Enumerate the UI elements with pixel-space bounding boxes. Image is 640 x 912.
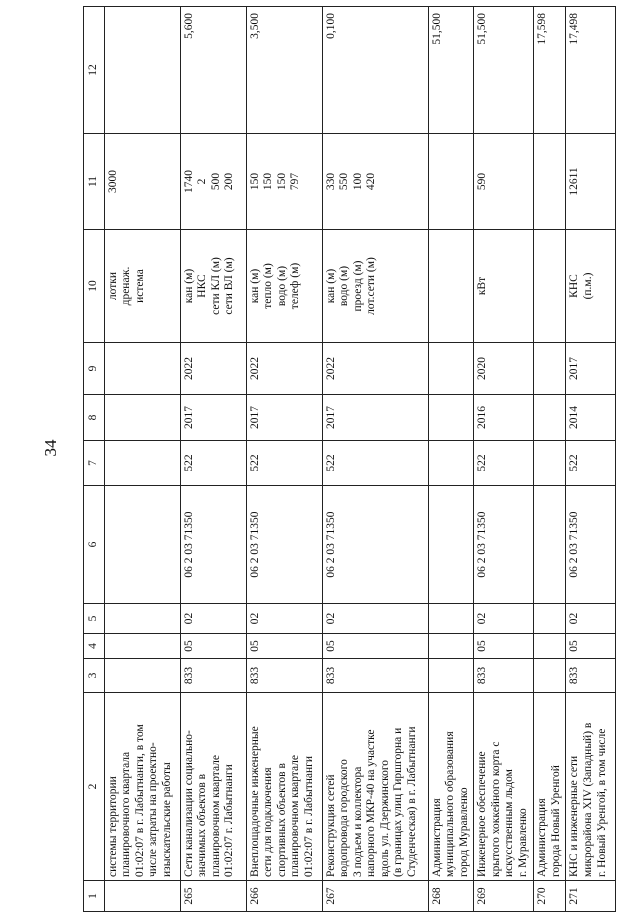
cell-c12: 51,500: [428, 7, 474, 134]
cell-c10: КНС (п.м.): [566, 230, 616, 343]
cell-c7: 522: [566, 441, 616, 486]
cell-c12: 3,500: [246, 7, 322, 134]
row-number: 269: [474, 881, 534, 912]
cell-c3: 833: [566, 659, 616, 693]
cell-c8: 2014: [566, 395, 616, 441]
cell-c7: [428, 441, 474, 486]
cell-c4: 05: [246, 634, 322, 659]
column-header: 10: [84, 230, 105, 343]
cell-c10: кВт: [474, 230, 534, 343]
cell-c8: [428, 395, 474, 441]
cell-c7: 522: [474, 441, 534, 486]
cell-c3: 833: [180, 659, 246, 693]
column-number-row: [84, 7, 105, 912]
cell-c7: [534, 441, 566, 486]
cell-c7: 522: [246, 441, 322, 486]
row-number: 268: [428, 881, 474, 912]
column-header: 5: [84, 604, 105, 634]
table-body: [104, 7, 616, 912]
cell-c5: 02: [246, 604, 322, 634]
cell-c10: кан (м) водо (м) проезд (м) лот.сети (м): [322, 230, 428, 343]
cell-c11: 1740 2 500 200: [180, 134, 246, 230]
cell-c8: 2017: [322, 395, 428, 441]
cell-c4: [534, 634, 566, 659]
table-row: [104, 7, 180, 912]
row-number: 265: [180, 881, 246, 912]
column-header: 11: [84, 134, 105, 230]
cell-c3: 833: [322, 659, 428, 693]
document-table-page: [83, 7, 608, 912]
cell-c6: 06 2 03 71350: [246, 486, 322, 604]
cell-c7: 522: [180, 441, 246, 486]
cell-c11: [534, 134, 566, 230]
cell-c9: [104, 343, 180, 395]
table-row: [322, 7, 428, 912]
cell-c12: [104, 7, 180, 134]
cell-c11: 330 550 100 420: [322, 134, 428, 230]
cell-c6: 06 2 03 71350: [474, 486, 534, 604]
cell-c4: 05: [474, 634, 534, 659]
cell-c5: [104, 604, 180, 634]
cell-c3: [534, 659, 566, 693]
table-row: [534, 7, 566, 912]
cell-c11: 3000: [104, 134, 180, 230]
row-number: 271: [566, 881, 616, 912]
cell-c4: 05: [180, 634, 246, 659]
cell-c3: [104, 659, 180, 693]
cell-c11: [428, 134, 474, 230]
column-header: 12: [84, 7, 105, 134]
column-header: 3: [84, 659, 105, 693]
object-name: системы территории планировочного квартала 01:02:07 в г. Лабытнанги, в том числе затраты на проектно- изыскательские работы: [104, 693, 180, 881]
row-number: 270: [534, 881, 566, 912]
table-row: [246, 7, 322, 912]
table-row: [566, 7, 616, 912]
cell-c9: 2022: [246, 343, 322, 395]
cell-c4: [104, 634, 180, 659]
cell-c10: лотки дренаж. истема: [104, 230, 180, 343]
cell-c8: 2017: [180, 395, 246, 441]
object-name: Сети канализации социально- значимых объектов в планировочном квартале 01:02:07 г. Лабытнанги: [180, 693, 246, 881]
column-header: 4: [84, 634, 105, 659]
cell-c11: 12611: [566, 134, 616, 230]
object-name: Администрация муниципального образования город Муравленко: [428, 693, 474, 881]
cell-c6: 06 2 03 71350: [322, 486, 428, 604]
cell-c6: [104, 486, 180, 604]
column-header: 8: [84, 395, 105, 441]
column-header: 9: [84, 343, 105, 395]
object-name: Реконструкция сетей водопровода городского 3 подъем и коллектора напорного МКР-40 на участке вдоль ул. Дзержинского (в границах улиц Гиршгорна и Студенческая) в г. Лабытнанги: [322, 693, 428, 881]
cell-c3: [428, 659, 474, 693]
cell-c12: 5,600: [180, 7, 246, 134]
table-row: [474, 7, 534, 912]
cell-c9: [428, 343, 474, 395]
cell-c11: 590: [474, 134, 534, 230]
cell-c6: 06 2 03 71350: [566, 486, 616, 604]
cell-c10: кан (м) тепло (м) водо (м) телеф (м): [246, 230, 322, 343]
cell-c5: [428, 604, 474, 634]
cell-c12: 0,100: [322, 7, 428, 134]
cell-c3: 833: [474, 659, 534, 693]
cell-c6: [428, 486, 474, 604]
cell-c4: 05: [322, 634, 428, 659]
cell-c10: [534, 230, 566, 343]
cell-c5: 02: [566, 604, 616, 634]
program-table: [83, 6, 616, 912]
object-name: Инженерное обеспечение крытого хоккейного корта с искусственным льдом г. Муравленко: [474, 693, 534, 881]
cell-c11: 150 150 150 797: [246, 134, 322, 230]
row-number: 266: [246, 881, 322, 912]
cell-c12: 17,498: [566, 7, 616, 134]
cell-c9: 2017: [566, 343, 616, 395]
cell-c5: [534, 604, 566, 634]
column-header: 6: [84, 486, 105, 604]
cell-c8: 2017: [246, 395, 322, 441]
table-row: [180, 7, 246, 912]
cell-c6: 06 2 03 71350: [180, 486, 246, 604]
cell-c9: 2022: [180, 343, 246, 395]
cell-c5: 02: [322, 604, 428, 634]
object-name: Внеплощадочные инженерные сети для подключения спортивных объектов в планировочном квартале 01:02:07 в г. Лабытнанги: [246, 693, 322, 881]
cell-c6: [534, 486, 566, 604]
cell-c9: 2022: [322, 343, 428, 395]
cell-c12: 51,500: [474, 7, 534, 134]
cell-c5: 02: [180, 604, 246, 634]
table-row: [428, 7, 474, 912]
cell-c7: 522: [322, 441, 428, 486]
cell-c4: [428, 634, 474, 659]
cell-c4: 05: [566, 634, 616, 659]
cell-c8: [534, 395, 566, 441]
object-name: Администрация города Новый Уренгой: [534, 693, 566, 881]
cell-c5: 02: [474, 604, 534, 634]
column-header: 1: [84, 881, 105, 912]
cell-c12: 17,598: [534, 7, 566, 134]
row-number: [104, 881, 180, 912]
cell-c3: 833: [246, 659, 322, 693]
cell-c9: [534, 343, 566, 395]
column-header: 7: [84, 441, 105, 486]
object-name: КНС и инженерные сети микрорайона XIV (Западный) в г. Новый Уренгой, в том числе: [566, 693, 616, 881]
cell-c8: 2016: [474, 395, 534, 441]
cell-c8: [104, 395, 180, 441]
cell-c10: кан (м) НКС сети КЛ (м) сети ВЛ (м): [180, 230, 246, 343]
row-number: 267: [322, 881, 428, 912]
cell-c10: [428, 230, 474, 343]
cell-c7: [104, 441, 180, 486]
cell-c9: 2020: [474, 343, 534, 395]
page-number: 34: [41, 439, 60, 457]
column-header: 2: [84, 693, 105, 881]
